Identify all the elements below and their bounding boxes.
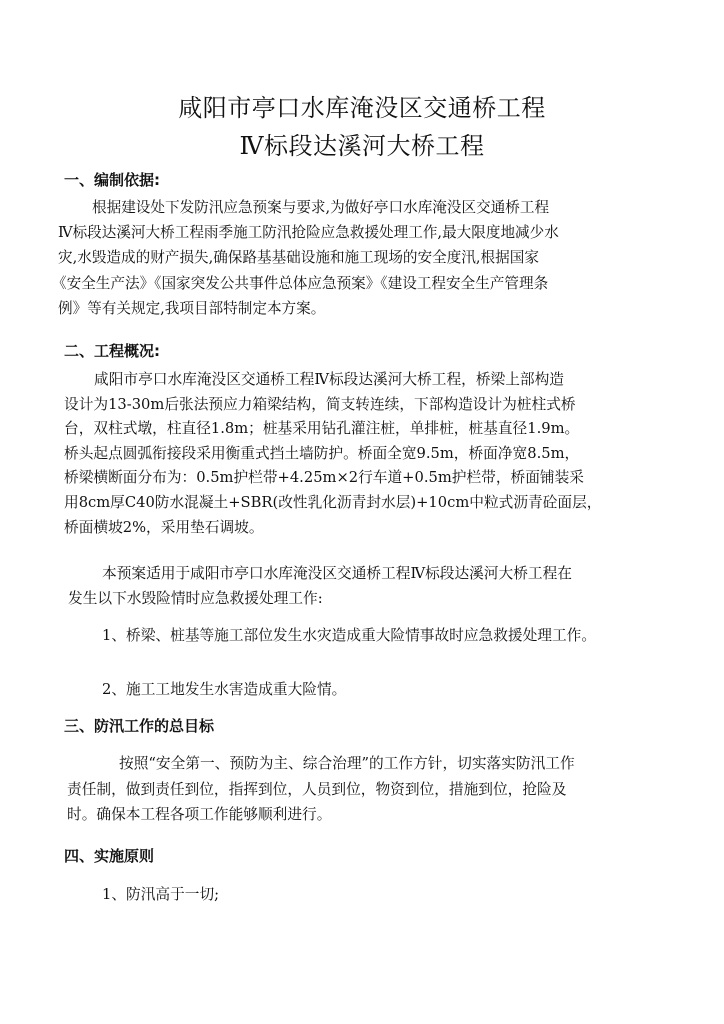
scope-paragraph [68,561,572,611]
list-item: 1、防汛高于一切; [102,886,220,903]
body-line: 桥梁横断面分布为：0.5m护栏带+4.25m×2行车道+0.5m护栏带，桥面铺装采 [64,469,584,487]
section-body-goal [67,751,575,828]
body-line: 根据建设处下发防汛应急预案与要求,为做好亭口水库淹没区交通桥工程 [92,199,550,216]
body-line: Ⅳ标段达溪河大桥工程雨季施工防汛抢险应急救援处理工作,最大限度地减少水 [58,224,559,242]
section-heading-overview: 二、工程概况: [64,342,160,360]
section-body-basis [52,195,559,321]
section-body-overview [64,368,601,540]
body-line: 用8cm厚C40防水混凝土+SBR(改性乳化沥青封水层)+10cm中粒式沥青砼面层， [64,493,602,511]
body-line: 台，双柱式墩，柱直径1.8m；桩基采用钻孔灌注桩，单排桩，桩基直径1.9m。 [64,420,580,438]
body-line: 咸阳市亭口水库淹没区交通桥工程Ⅳ标段达溪河大桥工程，桥梁上部构造 [94,371,564,388]
list-item: 1、桥梁、桩基等施工部位发生水灾造成重大险情事故时应急救援处理工作。 [102,627,597,644]
body-line: 灾,水毁造成的财产损失,确保路基基础设施和施工现场的安全度汛,根据国家 [58,249,539,267]
body-line: 责任制，做到责任到位，指挥到位，人员到位，物资到位，措施到位，抢险及 [67,780,567,798]
body-line: 时。确保本工程各项工作能够顺利进行。 [67,806,332,823]
body-line: 按照“安全第一、预防为主、综合治理”的工作方针，切实落实防汛工作 [119,755,575,772]
body-line: 发生以下水毁险情时应急救援处理工作: [68,590,323,607]
body-line: 设计为13-30m后张法预应力箱梁结构，简支转连续，下部构造设计为桩柱式桥 [64,395,576,413]
section-heading-basis: 一、编制依据: [64,171,160,189]
section-heading-goal: 三、防汛工作的总目标 [64,717,215,735]
body-line: 例》等有关规定,我项目部特制定本方案。 [58,299,326,317]
document-title-line-2: Ⅳ标段达溪河大桥工程 [239,132,485,160]
list-item: 2、施工工地发生水害造成重大险情。 [102,681,347,698]
body-line: 《安全生产法》《国家突发公共事件总体应急预案》《建设工程安全生产管理条 [52,274,549,292]
document-title-line-1: 咸阳市亭口水库淹没区交通桥工程 [178,94,546,122]
body-line: 桥头起点圆弧衔接段采用衡重式挡土墙防护。桥面全宽9.5m，桥面净宽8.5m， [64,444,580,462]
body-line: 桥面横坡2%，采用垫石调坡。 [64,518,264,536]
section-heading-principles: 四、实施原则 [64,847,155,865]
body-line: 本预案适用于咸阳市亭口水库淹没区交通桥工程Ⅳ标段达溪河大桥工程在 [102,565,572,582]
